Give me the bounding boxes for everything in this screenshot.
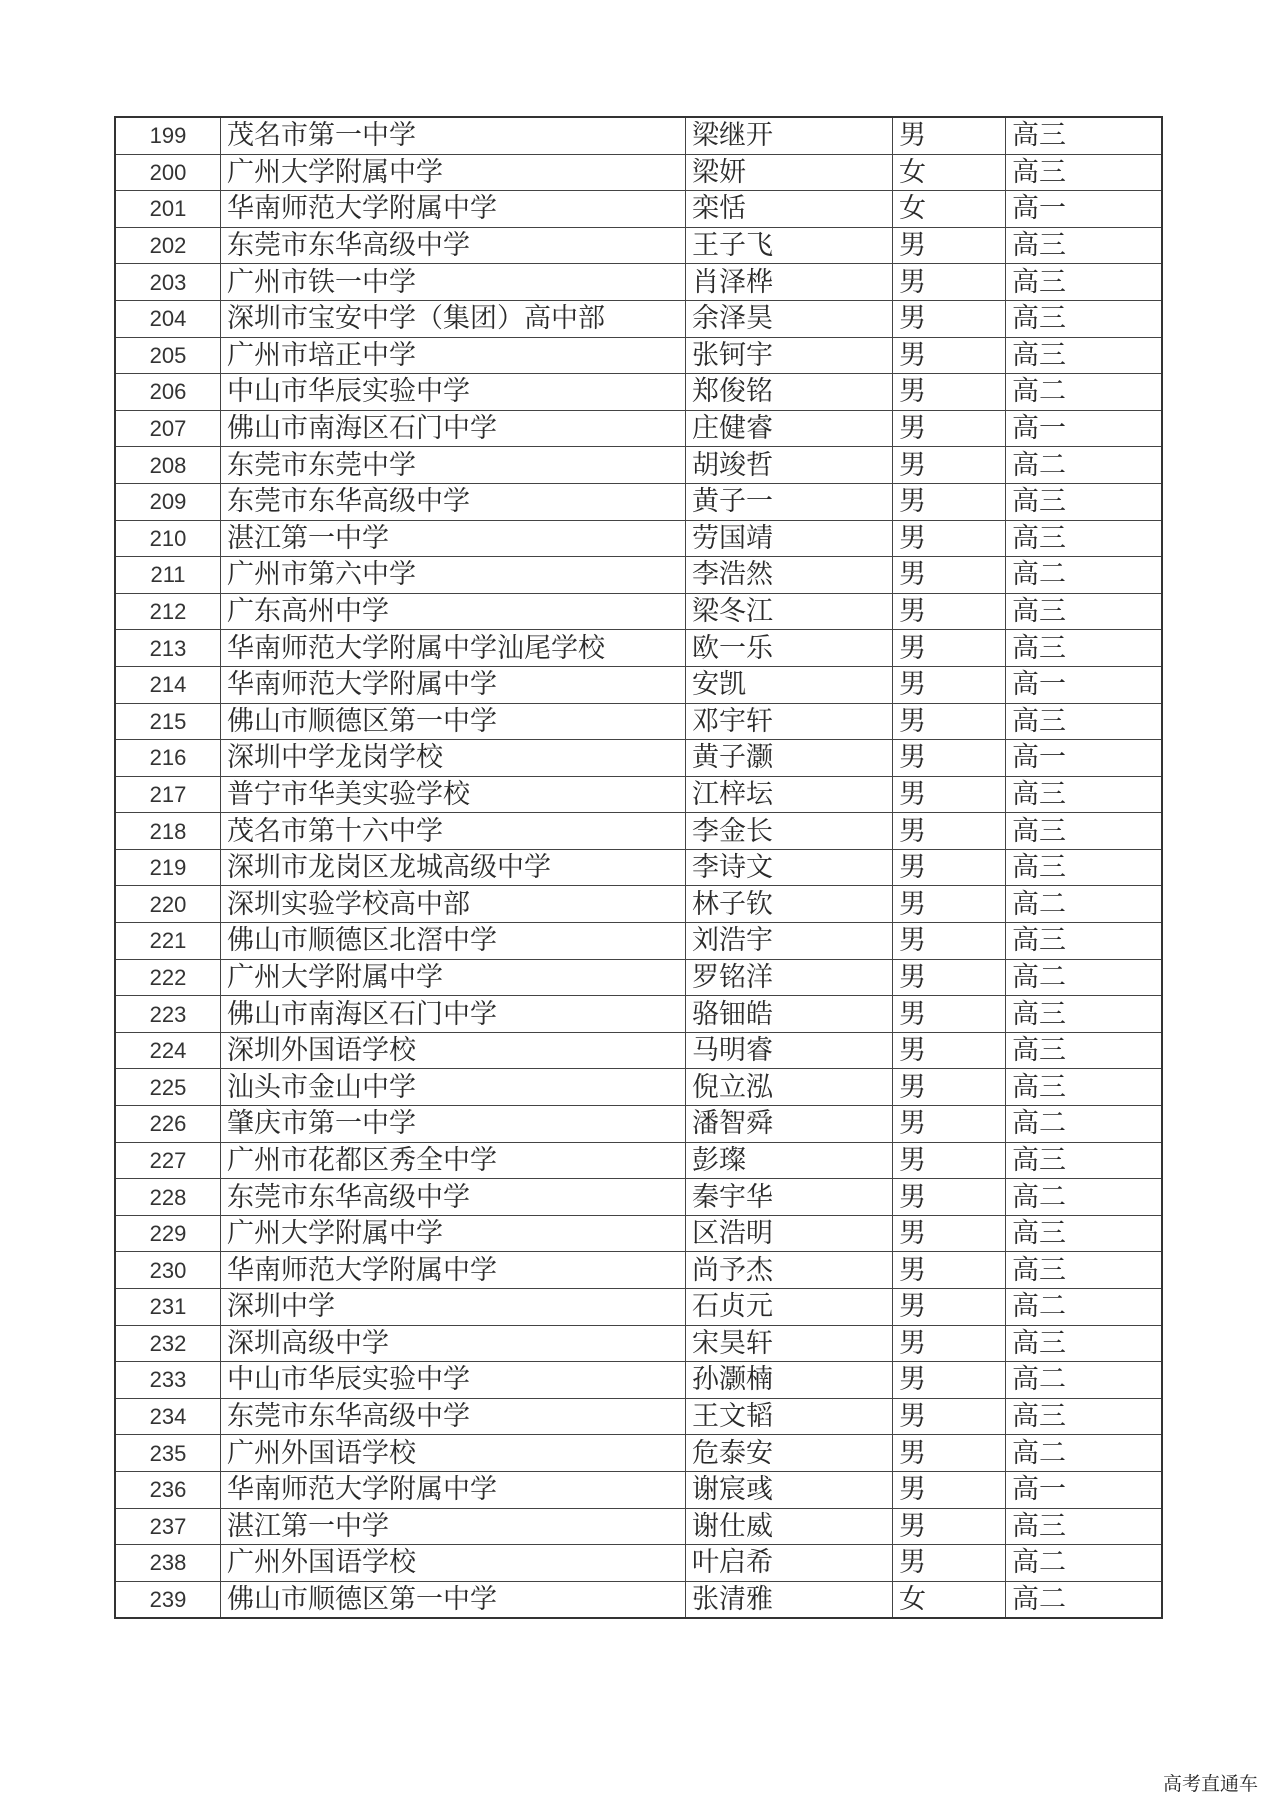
gender-cell: 男 — [893, 374, 1006, 411]
table-row — [115, 1142, 1162, 1179]
student-name-cell: 王子飞 — [686, 227, 893, 264]
table-row — [115, 1581, 1162, 1618]
student-name-cell: 梁冬江 — [686, 593, 893, 630]
school-name-cell: 佛山市顺德区北滘中学 — [221, 923, 686, 960]
table-row — [115, 520, 1162, 557]
student-name-cell: 危泰安 — [686, 1435, 893, 1472]
gender-cell: 男 — [893, 1142, 1006, 1179]
student-name-cell: 栾恬 — [686, 191, 893, 228]
table-row — [115, 227, 1162, 264]
row-number-cell: 202 — [115, 227, 221, 264]
gender-cell: 男 — [893, 923, 1006, 960]
grade-cell: 高三 — [1006, 703, 1163, 740]
gender-cell: 男 — [893, 1508, 1006, 1545]
gender-cell: 男 — [893, 1252, 1006, 1289]
grade-cell: 高三 — [1006, 813, 1163, 850]
school-name-cell: 佛山市南海区石门中学 — [221, 410, 686, 447]
table-row — [115, 1471, 1162, 1508]
row-number-cell: 203 — [115, 264, 221, 301]
student-name-cell: 倪立泓 — [686, 1069, 893, 1106]
student-name-cell: 石贞元 — [686, 1289, 893, 1326]
table-row — [115, 666, 1162, 703]
table-row — [115, 264, 1162, 301]
grade-cell: 高三 — [1006, 1508, 1163, 1545]
school-name-cell: 深圳高级中学 — [221, 1325, 686, 1362]
grade-cell: 高三 — [1006, 1398, 1163, 1435]
table-row — [115, 923, 1162, 960]
school-name-cell: 广州外国语学校 — [221, 1435, 686, 1472]
row-number-cell: 233 — [115, 1362, 221, 1399]
table-row — [115, 813, 1162, 850]
school-name-cell: 茂名市第一中学 — [221, 117, 686, 154]
grade-cell: 高一 — [1006, 740, 1163, 777]
gender-cell: 男 — [893, 776, 1006, 813]
row-number-cell: 200 — [115, 154, 221, 191]
gender-cell: 男 — [893, 886, 1006, 923]
table-row — [115, 1508, 1162, 1545]
student-name-cell: 胡竣哲 — [686, 447, 893, 484]
school-name-cell: 东莞市东莞中学 — [221, 447, 686, 484]
row-number-cell: 208 — [115, 447, 221, 484]
row-number-cell: 223 — [115, 996, 221, 1033]
row-number-cell: 231 — [115, 1289, 221, 1326]
school-name-cell: 广州大学附属中学 — [221, 959, 686, 996]
student-name-cell: 尚予杰 — [686, 1252, 893, 1289]
table-row — [115, 1325, 1162, 1362]
table-row — [115, 1106, 1162, 1143]
gender-cell: 男 — [893, 1179, 1006, 1216]
table-row — [115, 1179, 1162, 1216]
grade-cell: 高二 — [1006, 557, 1163, 594]
row-number-cell: 228 — [115, 1179, 221, 1216]
student-name-cell: 安凯 — [686, 666, 893, 703]
gender-cell: 男 — [893, 1545, 1006, 1582]
row-number-cell: 217 — [115, 776, 221, 813]
school-name-cell: 佛山市顺德区第一中学 — [221, 703, 686, 740]
table-row — [115, 740, 1162, 777]
gender-cell: 男 — [893, 300, 1006, 337]
school-name-cell: 广州市铁一中学 — [221, 264, 686, 301]
school-name-cell: 佛山市南海区石门中学 — [221, 996, 686, 1033]
school-name-cell: 广州市第六中学 — [221, 557, 686, 594]
student-name-cell: 彭璨 — [686, 1142, 893, 1179]
school-name-cell: 中山市华辰实验中学 — [221, 1362, 686, 1399]
grade-cell: 高三 — [1006, 337, 1163, 374]
table-row — [115, 117, 1162, 154]
gender-cell: 男 — [893, 1106, 1006, 1143]
table-row — [115, 996, 1162, 1033]
table-row — [115, 1032, 1162, 1069]
school-name-cell: 普宁市华美实验学校 — [221, 776, 686, 813]
school-name-cell: 华南师范大学附属中学 — [221, 191, 686, 228]
grade-cell: 高二 — [1006, 1289, 1163, 1326]
row-number-cell: 235 — [115, 1435, 221, 1472]
student-name-cell: 黄子一 — [686, 483, 893, 520]
grade-cell: 高三 — [1006, 520, 1163, 557]
school-name-cell: 茂名市第十六中学 — [221, 813, 686, 850]
grade-cell: 高二 — [1006, 1179, 1163, 1216]
student-name-cell: 宋昊轩 — [686, 1325, 893, 1362]
row-number-cell: 224 — [115, 1032, 221, 1069]
grade-cell: 高三 — [1006, 117, 1163, 154]
school-name-cell: 广州外国语学校 — [221, 1545, 686, 1582]
table-row — [115, 1362, 1162, 1399]
row-number-cell: 222 — [115, 959, 221, 996]
table-row — [115, 483, 1162, 520]
grade-cell: 高三 — [1006, 1069, 1163, 1106]
student-name-cell: 余泽昊 — [686, 300, 893, 337]
table-row — [115, 1289, 1162, 1326]
grade-cell: 高三 — [1006, 1215, 1163, 1252]
student-name-cell: 秦宇华 — [686, 1179, 893, 1216]
grade-cell: 高三 — [1006, 923, 1163, 960]
school-name-cell: 深圳市龙岗区龙城高级中学 — [221, 849, 686, 886]
grade-cell: 高三 — [1006, 593, 1163, 630]
school-name-cell: 深圳中学 — [221, 1289, 686, 1326]
student-name-cell: 黄子灏 — [686, 740, 893, 777]
student-name-cell: 劳国靖 — [686, 520, 893, 557]
grade-cell: 高三 — [1006, 1142, 1163, 1179]
gender-cell: 男 — [893, 849, 1006, 886]
row-number-cell: 229 — [115, 1215, 221, 1252]
grade-cell: 高三 — [1006, 154, 1163, 191]
table-row — [115, 849, 1162, 886]
grade-cell: 高三 — [1006, 1252, 1163, 1289]
table-row — [115, 959, 1162, 996]
table-row — [115, 337, 1162, 374]
gender-cell: 男 — [893, 1069, 1006, 1106]
row-number-cell: 215 — [115, 703, 221, 740]
table-row — [115, 1398, 1162, 1435]
school-name-cell: 深圳市宝安中学（集团）高中部 — [221, 300, 686, 337]
school-name-cell: 东莞市东华高级中学 — [221, 483, 686, 520]
student-name-cell: 罗铭洋 — [686, 959, 893, 996]
student-name-cell: 谢宸彧 — [686, 1471, 893, 1508]
table-row — [115, 300, 1162, 337]
row-number-cell: 207 — [115, 410, 221, 447]
student-name-cell: 刘浩宇 — [686, 923, 893, 960]
row-number-cell: 209 — [115, 483, 221, 520]
grade-cell: 高三 — [1006, 849, 1163, 886]
row-number-cell: 206 — [115, 374, 221, 411]
row-number-cell: 238 — [115, 1545, 221, 1582]
gender-cell: 男 — [893, 264, 1006, 301]
school-name-cell: 广州市培正中学 — [221, 337, 686, 374]
student-name-cell: 李浩然 — [686, 557, 893, 594]
grade-cell: 高二 — [1006, 886, 1163, 923]
gender-cell: 男 — [893, 483, 1006, 520]
row-number-cell: 234 — [115, 1398, 221, 1435]
gender-cell: 男 — [893, 1398, 1006, 1435]
watermark: 高考直通车 — [1162, 1773, 1258, 1795]
student-name-cell: 王文韬 — [686, 1398, 893, 1435]
row-number-cell: 237 — [115, 1508, 221, 1545]
gender-cell: 男 — [893, 1289, 1006, 1326]
table-row — [115, 410, 1162, 447]
school-name-cell: 深圳外国语学校 — [221, 1032, 686, 1069]
grade-cell: 高一 — [1006, 410, 1163, 447]
student-name-cell: 郑俊铭 — [686, 374, 893, 411]
student-name-cell: 庄健睿 — [686, 410, 893, 447]
school-name-cell: 华南师范大学附属中学 — [221, 1252, 686, 1289]
table-row — [115, 557, 1162, 594]
student-name-cell: 叶启希 — [686, 1545, 893, 1582]
school-name-cell: 肇庆市第一中学 — [221, 1106, 686, 1143]
table-row — [115, 1252, 1162, 1289]
table-row — [115, 1215, 1162, 1252]
row-number-cell: 218 — [115, 813, 221, 850]
student-name-cell: 孙灏楠 — [686, 1362, 893, 1399]
row-number-cell: 210 — [115, 520, 221, 557]
student-name-cell: 梁妍 — [686, 154, 893, 191]
row-number-cell: 212 — [115, 593, 221, 630]
school-name-cell: 华南师范大学附属中学 — [221, 1471, 686, 1508]
gender-cell: 男 — [893, 630, 1006, 667]
grade-cell: 高三 — [1006, 1325, 1163, 1362]
row-number-cell: 221 — [115, 923, 221, 960]
school-name-cell: 广州大学附属中学 — [221, 1215, 686, 1252]
row-number-cell: 239 — [115, 1581, 221, 1618]
table-row — [115, 154, 1162, 191]
table-row — [115, 1069, 1162, 1106]
gender-cell: 女 — [893, 1581, 1006, 1618]
table-row — [115, 1545, 1162, 1582]
grade-cell: 高三 — [1006, 264, 1163, 301]
school-name-cell: 湛江第一中学 — [221, 520, 686, 557]
grade-cell: 高二 — [1006, 1362, 1163, 1399]
table-row — [115, 1435, 1162, 1472]
grade-cell: 高二 — [1006, 1435, 1163, 1472]
table-row — [115, 593, 1162, 630]
row-number-cell: 204 — [115, 300, 221, 337]
gender-cell: 女 — [893, 154, 1006, 191]
gender-cell: 男 — [893, 813, 1006, 850]
grade-cell: 高三 — [1006, 227, 1163, 264]
grade-cell: 高三 — [1006, 1032, 1163, 1069]
gender-cell: 男 — [893, 410, 1006, 447]
school-name-cell: 深圳中学龙岗学校 — [221, 740, 686, 777]
grade-cell: 高二 — [1006, 447, 1163, 484]
school-name-cell: 广州市花都区秀全中学 — [221, 1142, 686, 1179]
student-name-cell: 肖泽桦 — [686, 264, 893, 301]
gender-cell: 男 — [893, 447, 1006, 484]
gender-cell: 男 — [893, 1362, 1006, 1399]
gender-cell: 男 — [893, 1435, 1006, 1472]
row-number-cell: 201 — [115, 191, 221, 228]
school-name-cell: 东莞市东华高级中学 — [221, 227, 686, 264]
student-name-cell: 李金长 — [686, 813, 893, 850]
gender-cell: 男 — [893, 703, 1006, 740]
student-name-cell: 谢仕威 — [686, 1508, 893, 1545]
row-number-cell: 236 — [115, 1471, 221, 1508]
school-name-cell: 华南师范大学附属中学汕尾学校 — [221, 630, 686, 667]
student-name-cell: 邓宇轩 — [686, 703, 893, 740]
school-name-cell: 深圳实验学校高中部 — [221, 886, 686, 923]
table-row — [115, 630, 1162, 667]
grade-cell: 高三 — [1006, 996, 1163, 1033]
table-row — [115, 374, 1162, 411]
student-name-cell: 潘智舜 — [686, 1106, 893, 1143]
grade-cell: 高三 — [1006, 776, 1163, 813]
row-number-cell: 219 — [115, 849, 221, 886]
school-name-cell: 华南师范大学附属中学 — [221, 666, 686, 703]
student-name-cell: 马明睿 — [686, 1032, 893, 1069]
grade-cell: 高一 — [1006, 191, 1163, 228]
gender-cell: 男 — [893, 1032, 1006, 1069]
row-number-cell: 199 — [115, 117, 221, 154]
table-row — [115, 703, 1162, 740]
school-name-cell: 汕头市金山中学 — [221, 1069, 686, 1106]
row-number-cell: 227 — [115, 1142, 221, 1179]
school-name-cell: 广东高州中学 — [221, 593, 686, 630]
row-number-cell: 216 — [115, 740, 221, 777]
student-name-cell: 梁继开 — [686, 117, 893, 154]
table-row — [115, 886, 1162, 923]
gender-cell: 男 — [893, 557, 1006, 594]
grade-cell: 高二 — [1006, 1581, 1163, 1618]
student-name-cell: 欧一乐 — [686, 630, 893, 667]
school-name-cell: 东莞市东华高级中学 — [221, 1398, 686, 1435]
student-name-cell: 张清雅 — [686, 1581, 893, 1618]
gender-cell: 男 — [893, 337, 1006, 374]
school-name-cell: 湛江第一中学 — [221, 1508, 686, 1545]
table-row — [115, 776, 1162, 813]
row-number-cell: 230 — [115, 1252, 221, 1289]
row-number-cell: 214 — [115, 666, 221, 703]
grade-cell: 高二 — [1006, 1106, 1163, 1143]
student-name-cell: 张钶宇 — [686, 337, 893, 374]
row-number-cell: 211 — [115, 557, 221, 594]
student-list-table — [114, 116, 1163, 1619]
gender-cell: 男 — [893, 1325, 1006, 1362]
student-name-cell: 江梓坛 — [686, 776, 893, 813]
row-number-cell: 205 — [115, 337, 221, 374]
student-name-cell: 区浩明 — [686, 1215, 893, 1252]
gender-cell: 男 — [893, 996, 1006, 1033]
grade-cell: 高二 — [1006, 374, 1163, 411]
row-number-cell: 225 — [115, 1069, 221, 1106]
row-number-cell: 220 — [115, 886, 221, 923]
table-row — [115, 447, 1162, 484]
grade-cell: 高一 — [1006, 1471, 1163, 1508]
grade-cell: 高一 — [1006, 666, 1163, 703]
grade-cell: 高二 — [1006, 1545, 1163, 1582]
school-name-cell: 东莞市东华高级中学 — [221, 1179, 686, 1216]
gender-cell: 男 — [893, 117, 1006, 154]
gender-cell: 男 — [893, 1215, 1006, 1252]
table-row — [115, 191, 1162, 228]
school-name-cell: 广州大学附属中学 — [221, 154, 686, 191]
school-name-cell: 中山市华辰实验中学 — [221, 374, 686, 411]
student-name-cell: 林子钦 — [686, 886, 893, 923]
school-name-cell: 佛山市顺德区第一中学 — [221, 1581, 686, 1618]
gender-cell: 男 — [893, 520, 1006, 557]
gender-cell: 男 — [893, 666, 1006, 703]
student-name-cell: 骆钿皓 — [686, 996, 893, 1033]
grade-cell: 高三 — [1006, 630, 1163, 667]
grade-cell: 高三 — [1006, 483, 1163, 520]
gender-cell: 男 — [893, 227, 1006, 264]
gender-cell: 男 — [893, 593, 1006, 630]
grade-cell: 高二 — [1006, 959, 1163, 996]
row-number-cell: 232 — [115, 1325, 221, 1362]
grade-cell: 高三 — [1006, 300, 1163, 337]
student-name-cell: 李诗文 — [686, 849, 893, 886]
gender-cell: 男 — [893, 740, 1006, 777]
row-number-cell: 213 — [115, 630, 221, 667]
gender-cell: 男 — [893, 1471, 1006, 1508]
gender-cell: 男 — [893, 959, 1006, 996]
row-number-cell: 226 — [115, 1106, 221, 1143]
gender-cell: 女 — [893, 191, 1006, 228]
